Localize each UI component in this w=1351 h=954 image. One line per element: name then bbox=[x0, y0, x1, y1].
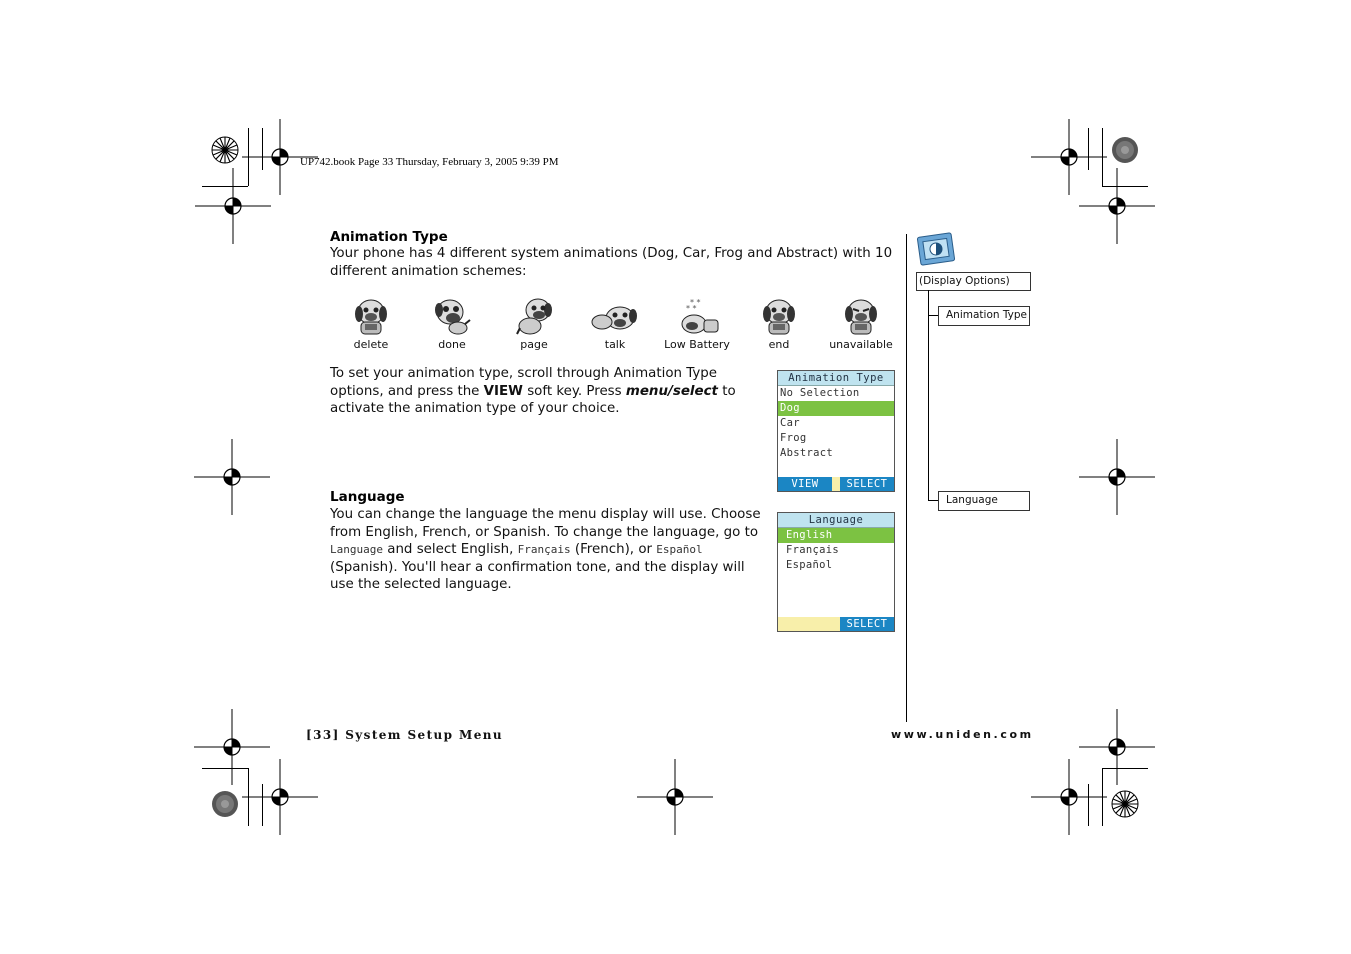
animation-item-talk bbox=[575, 296, 655, 351]
instruction-text: soft key. Press bbox=[522, 383, 626, 399]
dog-low-battery-icon bbox=[672, 296, 722, 336]
animation-item-done bbox=[412, 296, 492, 351]
animation-instructions bbox=[330, 365, 750, 418]
animation-item-page bbox=[494, 296, 574, 351]
view-softkey: VIEW bbox=[778, 477, 832, 491]
animation-label: done bbox=[438, 338, 466, 351]
sidebar-divider bbox=[906, 234, 907, 722]
dog-done-icon bbox=[432, 296, 472, 336]
language-text: (French), or bbox=[570, 542, 657, 558]
tree-item-animation-type: Animation Type bbox=[938, 306, 1030, 326]
svg-text:* *: * * bbox=[686, 304, 697, 313]
animation-label: Low Battery bbox=[664, 338, 730, 351]
view-key-name: VIEW bbox=[483, 383, 523, 399]
animation-item-delete bbox=[331, 296, 411, 351]
animation-type-heading: Animation Type bbox=[330, 229, 448, 245]
screen-item: Abstract bbox=[780, 447, 833, 459]
screen-title: Language bbox=[778, 513, 894, 528]
tree-root-display-options: (Display Options) bbox=[916, 272, 1031, 291]
lcd-espanol-term: Español bbox=[656, 543, 703, 557]
animation-label: unavailable bbox=[829, 338, 893, 351]
language-text: You can change the language the menu display will use. Choose from English, French, or Spanish. To change the language, go to bbox=[330, 507, 761, 540]
display-options-icon bbox=[915, 231, 957, 267]
animation-label: delete bbox=[353, 338, 389, 351]
animation-label: end bbox=[768, 338, 790, 351]
tree-trunk bbox=[928, 290, 929, 501]
language-text: (Spanish). You'll hear a confirmation tone, and the display will use the selected language. bbox=[330, 559, 745, 593]
language-heading: Language bbox=[330, 489, 405, 505]
animation-item-low-battery bbox=[657, 296, 737, 351]
softkey-gap bbox=[832, 477, 840, 491]
screen-item: Español bbox=[786, 559, 833, 571]
lcd-language-term: Language bbox=[330, 543, 383, 557]
language-text: and select English, bbox=[382, 542, 518, 558]
instruction-text: To set your animation type, scroll through Animation Type options, and press the bbox=[330, 366, 718, 399]
animation-label: page bbox=[520, 338, 548, 351]
screen-item-selected: English bbox=[778, 528, 894, 543]
select-softkey: SELECT bbox=[840, 477, 894, 491]
softkey-idle bbox=[778, 617, 840, 631]
instruction-text: to activate the animation type of your choice. bbox=[330, 383, 736, 417]
dog-unavailable-icon bbox=[841, 296, 881, 336]
language-instructions bbox=[330, 506, 766, 594]
website-url: www.uniden.com bbox=[891, 728, 1034, 741]
screen-title: Animation Type bbox=[778, 371, 894, 386]
lcd-francais-term: Français bbox=[517, 543, 571, 557]
tree-item-language: Language bbox=[938, 491, 1030, 511]
screen-item: No Selection bbox=[780, 387, 860, 399]
dog-page-icon bbox=[514, 296, 554, 336]
language-screen bbox=[777, 512, 895, 632]
animation-type-screen bbox=[777, 370, 895, 492]
screen-item: Frog bbox=[780, 432, 807, 444]
tree-branch bbox=[928, 315, 938, 316]
animation-intro: Your phone has 4 different system animations (Dog, Car, Frog and Abstract) with 10 different animation schemes: bbox=[330, 246, 893, 279]
svg-text:* *: * * bbox=[690, 298, 701, 307]
screen-item: Français bbox=[786, 544, 839, 556]
animation-item-unavailable bbox=[821, 296, 901, 351]
screen-item-selected: Dog bbox=[778, 401, 894, 416]
select-softkey: SELECT bbox=[840, 617, 894, 631]
animation-label: talk bbox=[604, 338, 626, 351]
menu-select-key-name: menu/select bbox=[625, 383, 718, 399]
screen-item: Car bbox=[780, 417, 800, 429]
page-footer-title: [33] System Setup Menu bbox=[306, 728, 503, 742]
dog-delete-icon bbox=[351, 296, 391, 336]
tree-branch bbox=[928, 500, 938, 501]
animation-item-end bbox=[739, 296, 819, 351]
book-header: UP742.book Page 33 Thursday, February 3, 2005 9:39 PM bbox=[300, 156, 559, 168]
dog-end-icon bbox=[759, 296, 799, 336]
dog-talk-icon bbox=[590, 296, 640, 336]
